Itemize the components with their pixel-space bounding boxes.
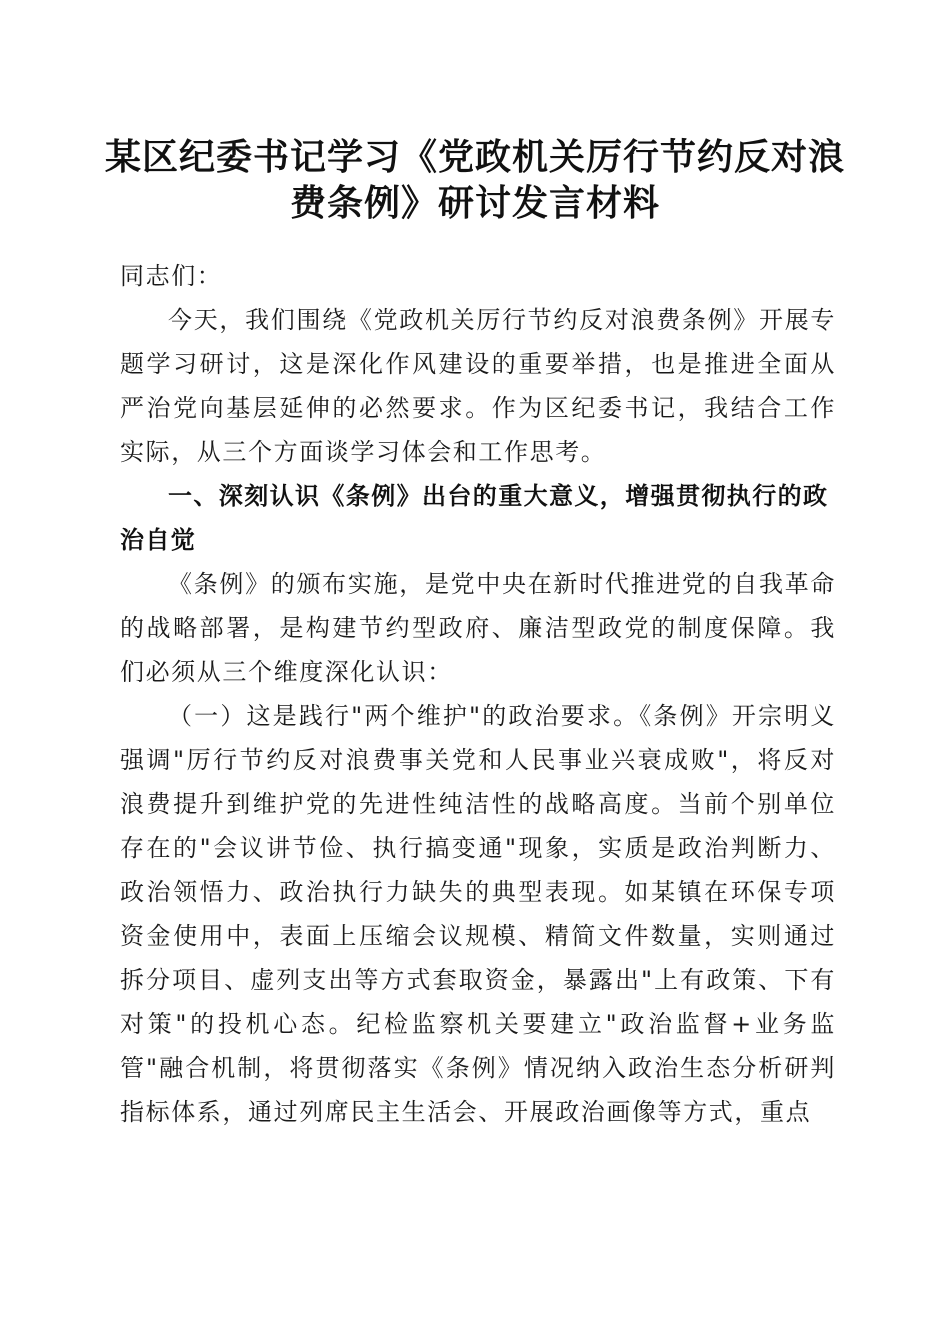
title-line-1: 某区纪委书记学习《党政机关厉行节约反对浪 [104, 136, 845, 178]
intro-paragraph: 今天，我们围绕《党政机关厉行节约反对浪费条例》开展专题学习研讨，这是深化作风建设的重要举措，也是推进全面从严治党向基层延伸的必然要求。作为区纪委书记，我结合工作实际，从三个方面谈学习体会和工作思考。 [120, 306, 836, 466]
title-line-2: 费条例》研讨发言材料 [289, 182, 660, 224]
section-1-heading: 一、深刻认识《条例》出台的重大意义，增强贯彻执行的政治自觉 [120, 482, 829, 554]
document-title [100, 134, 850, 226]
section-1-paragraph: 《条例》的颁布实施，是党中央在新时代推进党的自我革命的战略部署，是构建节约型政府、廉洁型政党的制度保障。我们必须从三个维度深化认识： [120, 570, 836, 686]
document-body [120, 254, 836, 1134]
subsection-1-paragraph: （一）这是践行"两个维护"的政治要求。《条例》开宗明义强调"厉行节约反对浪费事关党和人民事业兴衰成败"，将反对浪费提升到维护党的先进性纯洁性的战略高度。当前个别单位存在的"会议讲节俭、执行搞变通"现象，实质是政治判断力、政治领悟力、政治执行力缺失的典型表现。如某镇在环保专项资金使用中，表面上压缩会议规模、精简文件数量，实则通过拆分项目、虚列支出等方式套取资金，暴露出"上有政策、下有对策"的投机心态。纪检监察机关要建立"政治监督+业务监管"融合机制，将贯彻落实《条例》情况纳入政治生态分析研判指标体系，通过列席民主生活会、开展政治画像等方式，重点 [120, 702, 836, 1126]
salutation: 同志们： [120, 262, 223, 290]
